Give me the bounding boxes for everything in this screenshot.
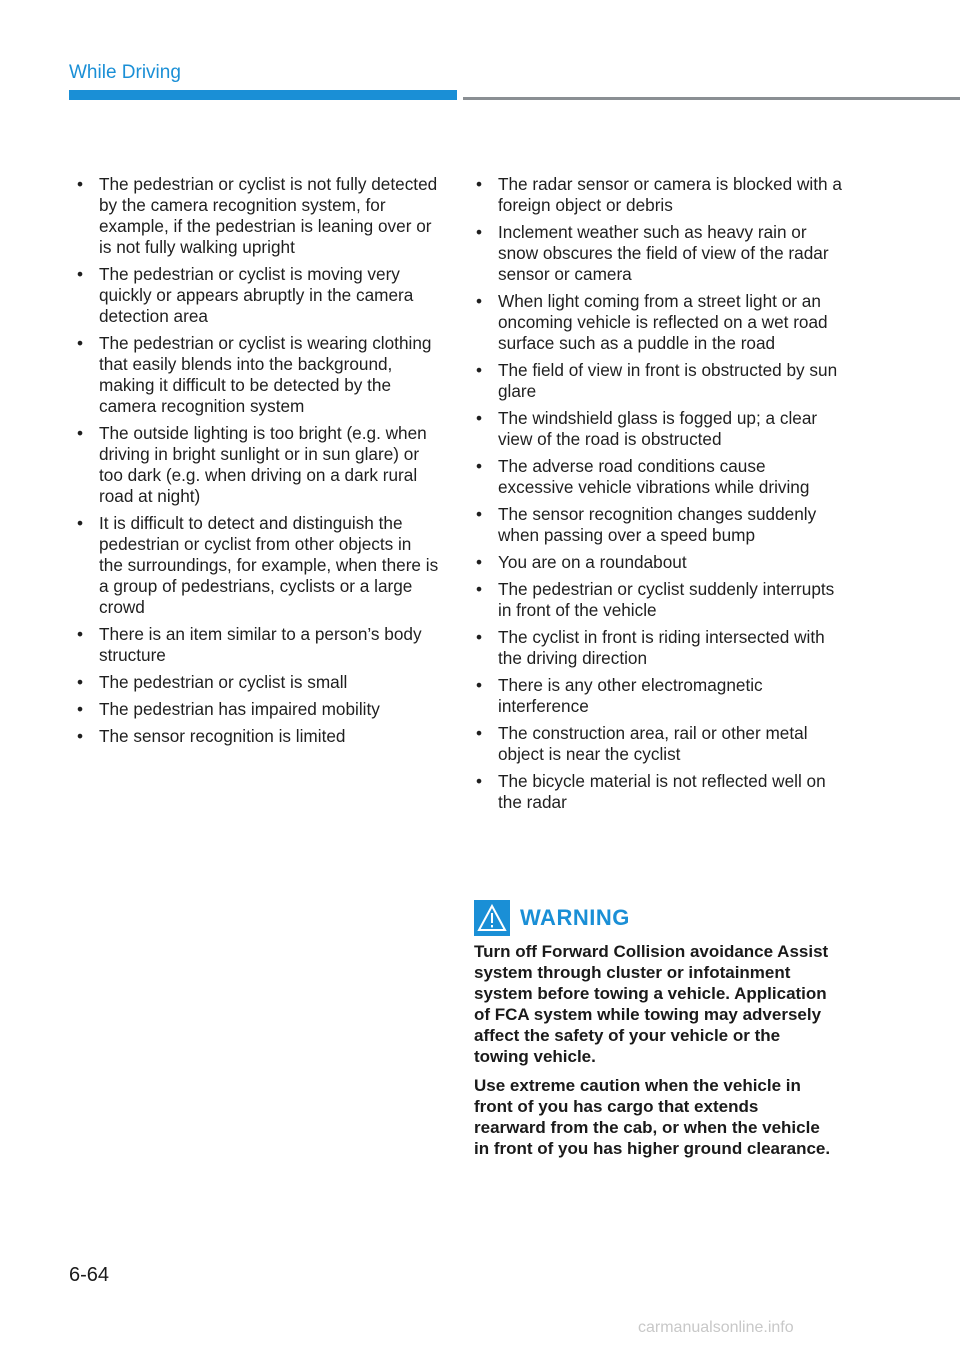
bullet-icon: •: [476, 174, 483, 194]
bullet-icon: •: [476, 222, 483, 242]
list-item-text: There is an item similar to a person’s body structure: [99, 624, 422, 665]
list-item: [74, 513, 440, 618]
bullet-icon: •: [77, 423, 84, 443]
list-item: [473, 675, 843, 717]
list-item-text: Inclement weather such as heavy rain or snow obscures the field of view of the radar sensor or camera: [498, 222, 829, 284]
list-item: [74, 624, 440, 666]
warning-header: [474, 900, 630, 936]
left-bullet-list: [74, 174, 440, 753]
warning-label: WARNING: [520, 905, 630, 930]
bullet-icon: •: [476, 579, 483, 599]
list-item: [473, 723, 843, 765]
bullet-icon: •: [476, 504, 483, 524]
list-item-text: The windshield glass is fogged up; a clear view of the road is obstructed: [498, 408, 818, 449]
list-item: [473, 174, 843, 216]
list-item-text: The sensor recognition changes suddenly when passing over a speed bump: [498, 504, 817, 545]
header-rule-gray: [463, 97, 960, 100]
list-item: [473, 579, 843, 621]
list-item: [473, 360, 843, 402]
warning-paragraph: Use extreme caution when the vehicle in front of you has cargo that extends rearward from the cab, or when the vehicle in front of you has higher ground clearance.: [474, 1076, 831, 1158]
header-rule-accent: [69, 90, 457, 100]
list-item-text: The outside lighting is too bright (e.g. when driving in bright sunlight or in sun glare) or too dark (e.g. when driving on a dark rural road at night): [99, 423, 427, 506]
list-item-text: The pedestrian or cyclist is moving very quickly or appears abruptly in the camera detection area: [99, 264, 414, 326]
bullet-icon: •: [77, 672, 84, 692]
bullet-icon: •: [77, 624, 84, 644]
bullet-icon: •: [476, 723, 483, 743]
list-item: [74, 174, 440, 258]
list-item-text: The field of view in front is obstructed by sun glare: [498, 360, 838, 401]
list-item-text: The pedestrian or cyclist suddenly interrupts in front of the vehicle: [498, 579, 835, 620]
bullet-icon: •: [476, 360, 483, 380]
page-number: 6-64: [69, 1264, 110, 1286]
list-item-text: When light coming from a street light or an oncoming vehicle is reflected on a wet road surface such as a puddle in the road: [498, 291, 828, 353]
list-item: [473, 627, 843, 669]
warning-paragraph: Turn off Forward Collision avoidance Assist system through cluster or infotainment system before towing a vehicle. Application of FCA system while towing may adversely affect the safety of your vehicle or the towing vehicle.: [474, 942, 829, 1066]
bullet-icon: •: [77, 699, 84, 719]
bullet-icon: •: [476, 552, 483, 572]
list-item: [74, 423, 440, 507]
bullet-icon: •: [77, 174, 84, 194]
warning-body: [474, 941, 834, 1167]
list-item: [74, 672, 440, 693]
list-item-text: The pedestrian or cyclist is wearing clothing that easily blends into the background, making it difficult to be detected by the camera recognition system: [99, 333, 432, 416]
list-item-text: The pedestrian or cyclist is small: [99, 672, 348, 692]
bullet-icon: •: [77, 513, 84, 533]
list-item: [74, 333, 440, 417]
bullet-icon: •: [476, 771, 483, 791]
bullet-icon: •: [476, 408, 483, 428]
list-item: [74, 264, 440, 327]
watermark: carmanualsonline.info: [638, 1319, 794, 1336]
list-item: [473, 504, 843, 546]
list-item-text: It is difficult to detect and distinguish the pedestrian or cyclist from other objects in the surroundings, for example, when there is a group of pedestrians, cyclists or a large crowd: [99, 513, 439, 617]
list-item: [74, 726, 440, 747]
list-item-text: The sensor recognition is limited: [99, 726, 346, 746]
list-item: [473, 222, 843, 285]
list-item-text: The construction area, rail or other metal object is near the cyclist: [498, 723, 808, 764]
list-item-text: There is any other electromagnetic interference: [498, 675, 763, 716]
list-item: [473, 771, 843, 813]
section-title: While Driving: [69, 62, 181, 83]
list-item: [473, 456, 843, 498]
bullet-icon: •: [77, 333, 84, 353]
list-item-text: The adverse road conditions cause excessive vehicle vibrations while driving: [498, 456, 810, 497]
list-item: [473, 408, 843, 450]
list-item-text: The bicycle material is not reflected well on the radar: [498, 771, 826, 812]
list-item-text: The pedestrian or cyclist is not fully detected by the camera recognition system, for example, if the pedestrian is leaning over or is not fully walking upright: [99, 174, 438, 257]
warning-triangle-icon: [474, 900, 510, 936]
bullet-icon: •: [476, 627, 483, 647]
right-bullet-list: [473, 174, 843, 819]
bullet-icon: •: [476, 675, 483, 695]
bullet-icon: •: [476, 456, 483, 476]
list-item: [473, 552, 843, 573]
list-item: [473, 291, 843, 354]
list-item-text: The cyclist in front is riding intersected with the driving direction: [498, 627, 825, 668]
list-item-text: The pedestrian has impaired mobility: [99, 699, 380, 719]
bullet-icon: •: [77, 726, 84, 746]
list-item: [74, 699, 440, 720]
bullet-icon: •: [77, 264, 84, 284]
list-item-text: The radar sensor or camera is blocked with a foreign object or debris: [498, 174, 842, 215]
bullet-icon: •: [476, 291, 483, 311]
list-item-text: You are on a roundabout: [498, 552, 687, 572]
